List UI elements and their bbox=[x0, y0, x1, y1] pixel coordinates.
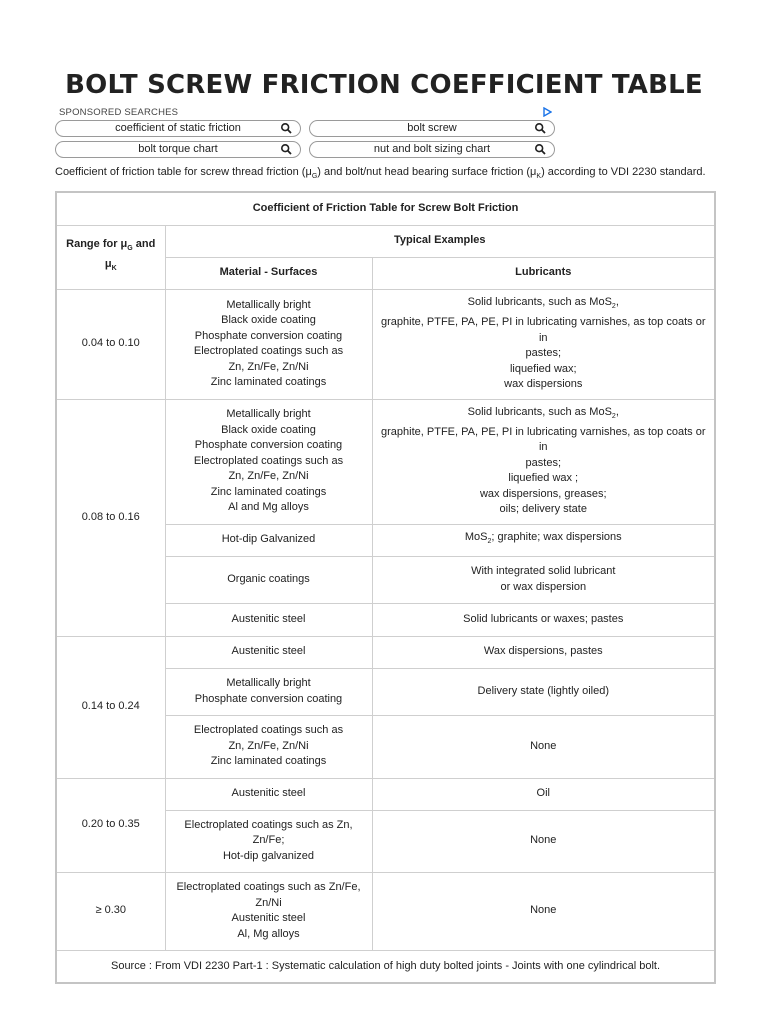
friction-coefficient-table bbox=[55, 191, 716, 984]
cell-line: Austenitic steel bbox=[231, 612, 306, 625]
sponsored-search-pill[interactable] bbox=[309, 120, 555, 137]
material-cell bbox=[165, 715, 372, 778]
cell-line: Electroplated coatings such as Zn/Fe, bbox=[176, 881, 361, 893]
lubricants-cell bbox=[372, 289, 715, 399]
material-cell bbox=[165, 872, 372, 950]
range-cell: 0.14 to 0.24 bbox=[56, 636, 165, 778]
cell-line: pastes; bbox=[525, 456, 561, 469]
lubricants-cell bbox=[372, 636, 715, 668]
material-cell bbox=[165, 603, 372, 636]
cell-line: Electroplated coatings such as bbox=[193, 454, 344, 467]
cell-line: Metallically bright bbox=[226, 677, 311, 689]
material-cell bbox=[165, 810, 372, 872]
cell-line: Zn, Zn/Fe, Zn/Ni bbox=[228, 470, 309, 483]
cell-line: Electroplated coatings such as Zn, bbox=[184, 818, 353, 831]
typical-examples-header: Typical Examples bbox=[165, 225, 715, 257]
cell-line: Black oxide coating bbox=[221, 314, 316, 326]
lubricants-cell bbox=[372, 668, 715, 715]
table-row bbox=[56, 289, 715, 399]
search-icon bbox=[534, 122, 547, 135]
range-cell: 0.08 to 0.16 bbox=[56, 399, 165, 636]
cell-line: wax dispersions bbox=[504, 378, 583, 391]
cell-line: graphite, PTFE, PA, PE, PI in lubricating varnishes, as top coats or in bbox=[381, 316, 706, 344]
cell-line: Solid lubricants, such as MoS$_2$, bbox=[467, 406, 619, 421]
material-cell bbox=[165, 778, 372, 810]
cell-line: pastes; bbox=[525, 347, 561, 360]
cell-line: Al, Mg alloys bbox=[237, 927, 300, 940]
cell-line: Oil bbox=[536, 787, 550, 800]
pill-label: bolt screw bbox=[407, 122, 457, 134]
cell-line: Zn/Fe; bbox=[252, 834, 285, 847]
table-row bbox=[56, 636, 715, 668]
sponsored-search-pill[interactable] bbox=[55, 141, 301, 158]
cell-line: or wax dispersion bbox=[500, 580, 587, 593]
material-cell bbox=[165, 636, 372, 668]
cell-line: Hot-dip Galvanized bbox=[221, 533, 316, 546]
lubricants-cell bbox=[372, 603, 715, 636]
cell-line: None bbox=[530, 739, 557, 752]
table-row bbox=[56, 778, 715, 810]
cell-line: Phosphate conversion coating bbox=[194, 692, 343, 705]
cell-line: Zinc laminated coatings bbox=[210, 485, 327, 498]
cell-line: graphite, PTFE, PA, PE, PI in lubricating varnishes, as top coats or in bbox=[381, 425, 706, 454]
adchoices-icon[interactable] bbox=[543, 107, 552, 120]
cell-line: None bbox=[530, 834, 557, 847]
cell-line: Austenitic steel bbox=[231, 787, 306, 800]
cell-line: liquefied wax; bbox=[509, 362, 577, 375]
range-cell: ≥ 0.30 bbox=[56, 872, 165, 950]
cell-line: Organic coatings bbox=[227, 572, 310, 585]
range-cell: 0.20 to 0.35 bbox=[56, 778, 165, 872]
material-cell bbox=[165, 668, 372, 715]
material-cell bbox=[165, 289, 372, 399]
search-icon bbox=[534, 143, 547, 156]
cell-line: Black oxide coating bbox=[221, 423, 316, 436]
cell-line: Phosphate conversion coating bbox=[194, 439, 343, 452]
cell-line: Metallically bright bbox=[226, 298, 311, 311]
cell-line: Zinc laminated coatings bbox=[210, 376, 327, 388]
cell-line: With integrated solid lubricant bbox=[471, 565, 616, 577]
lubricants-cell bbox=[372, 778, 715, 810]
material-surfaces-header: Material - Surfaces bbox=[165, 257, 372, 289]
material-cell bbox=[165, 399, 372, 524]
pill-label: bolt torque chart bbox=[138, 143, 218, 155]
lubricants-header: Lubricants bbox=[372, 257, 715, 289]
lubricants-cell bbox=[372, 399, 715, 524]
cell-line: Austenitic steel bbox=[231, 645, 306, 658]
page-title: BOLT SCREW FRICTION COEFFICIENT TABLE bbox=[65, 70, 703, 100]
cell-line: Zn/Ni bbox=[255, 896, 282, 909]
cell-line: Delivery state (lightly oiled) bbox=[477, 684, 609, 697]
pill-label: nut and bolt sizing chart bbox=[373, 143, 491, 155]
lubricants-cell bbox=[372, 810, 715, 872]
range-cell: 0.04 to 0.10 bbox=[56, 289, 165, 399]
lubricants-cell bbox=[372, 715, 715, 778]
cell-line: Wax dispersions, pastes bbox=[483, 645, 603, 658]
material-cell bbox=[165, 524, 372, 556]
cell-line: Austenitic steel bbox=[231, 912, 306, 924]
cell-line: liquefied wax ; bbox=[508, 472, 579, 485]
source-note: Source : From VDI 2230 Part-1 : Systematic calculation of high duty bolted joints - Joints with one cylindrical bolt. bbox=[56, 950, 715, 983]
search-icon bbox=[280, 143, 293, 156]
cell-line: Metallically bright bbox=[226, 408, 311, 421]
cell-line: MoS$_2$; graphite; wax dispersions bbox=[464, 531, 622, 546]
cell-line: Solid lubricants or waxes; pastes bbox=[463, 612, 624, 625]
lubricants-cell bbox=[372, 556, 715, 603]
material-cell bbox=[165, 556, 372, 603]
cell-line: Electroplated coatings such as bbox=[193, 724, 344, 737]
cell-line: Zn, Zn/Fe, Zn/Ni bbox=[228, 739, 309, 752]
cell-line: wax dispersions, greases; bbox=[479, 487, 607, 500]
range-header: Range for $\mu_G$ and $\mu_K$ bbox=[56, 225, 165, 289]
cell-line: Al and Mg alloys bbox=[228, 501, 309, 514]
cell-line: Phosphate conversion coating bbox=[194, 329, 343, 342]
table-caption: Coefficient of Friction Table for Screw Bolt Friction bbox=[56, 192, 715, 225]
pill-label: coefficient of static friction bbox=[115, 122, 241, 134]
cell-line: Electroplated coatings such as bbox=[193, 345, 344, 357]
cell-line: Hot-dip galvanized bbox=[222, 849, 315, 862]
sponsored-search-pill[interactable] bbox=[309, 141, 555, 158]
cell-line: oils; delivery state bbox=[499, 503, 587, 516]
search-icon bbox=[280, 122, 293, 135]
lubricants-cell bbox=[372, 872, 715, 950]
table-row bbox=[56, 399, 715, 524]
cell-line: Zinc laminated coatings bbox=[210, 755, 327, 768]
intro-paragraph: Coefficient of friction table for screw thread friction $(\mu_G)$ and bolt/nut head bearing surface friction $(\mu_K)$ according to VDI 2230 standard. bbox=[55, 166, 706, 181]
sponsored-search-pill[interactable] bbox=[55, 120, 301, 137]
cell-line: Zn, Zn/Fe, Zn/Ni bbox=[228, 360, 309, 373]
lubricants-cell bbox=[372, 524, 715, 556]
table-row bbox=[56, 872, 715, 950]
cell-line: Solid lubricants, such as MoS$_2$, bbox=[467, 296, 619, 311]
cell-line: None bbox=[530, 904, 557, 917]
sponsored-searches-label: SPONSORED SEARCHES bbox=[59, 107, 179, 118]
